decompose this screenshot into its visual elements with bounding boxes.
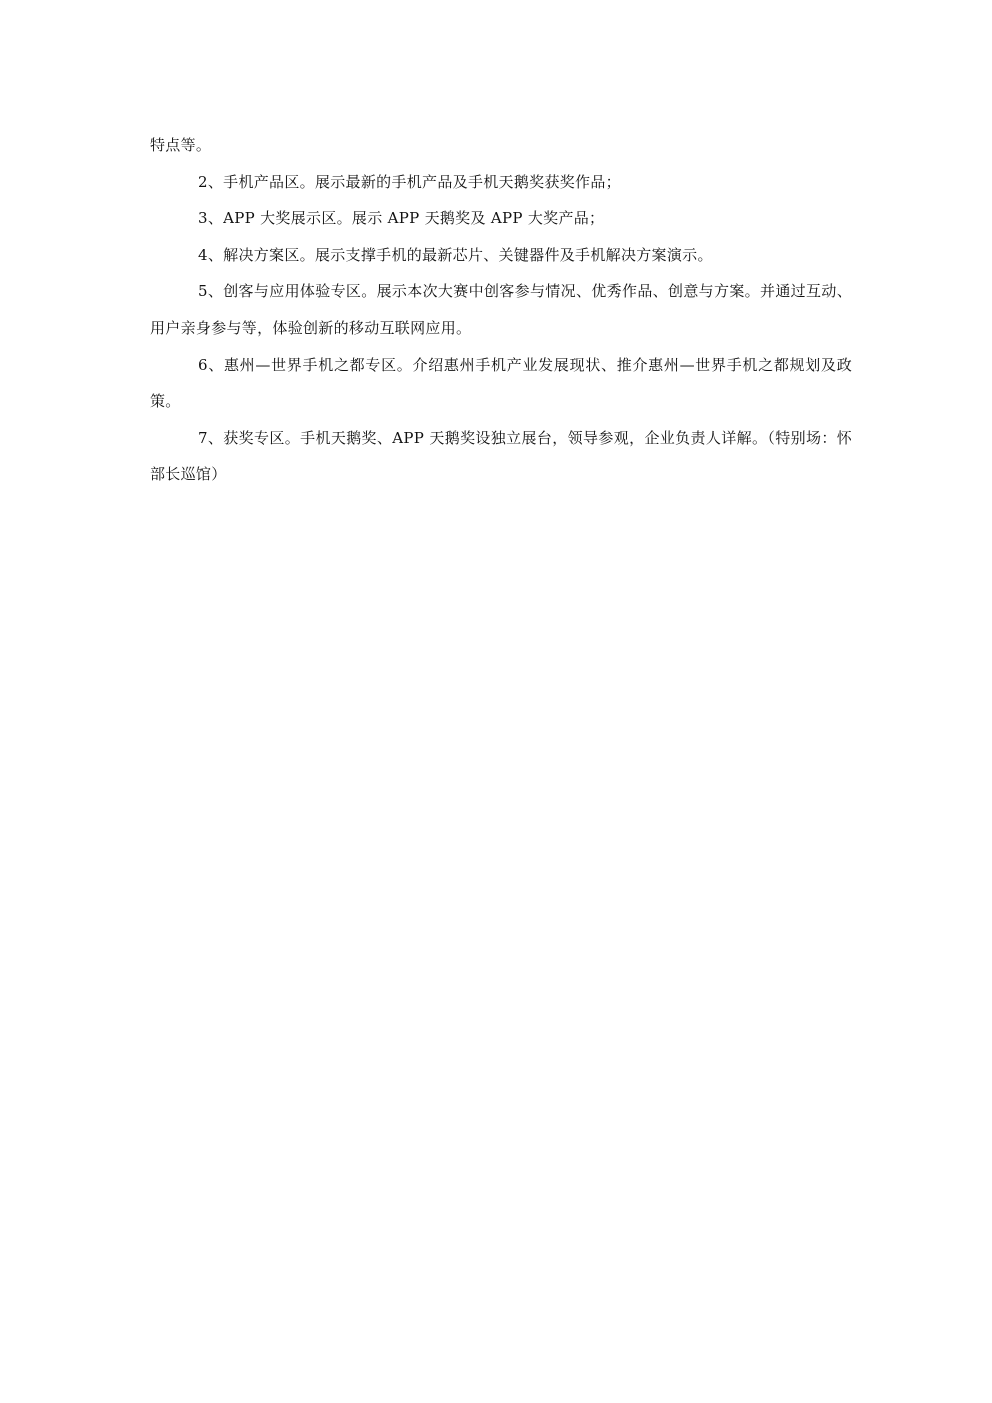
document-body xyxy=(150,127,852,493)
paragraph-item-4: 4、解决方案区。展示支撑手机的最新芯片、关键器件及手机解决方案演示。 xyxy=(198,245,713,264)
paragraph-item-5: 5、创客与应用体验专区。展示本次大赛中创客参与情况、优秀作品、创意与方案。并通过互动、用户亲身参与等，体验创新的移动互联网应用。 xyxy=(150,282,852,337)
paragraph-item-6: 6、惠州—世界手机之都专区。介绍惠州手机产业发展现状、推介惠州—世界手机之都规划及政策。 xyxy=(150,355,852,411)
paragraph-item-3: 3、APP 大奖展示区。展示 APP 天鹅奖及 APP 大奖产品； xyxy=(198,209,605,228)
paragraph-item-2: 2、手机产品区。展示最新的手机产品及手机天鹅奖获奖作品； xyxy=(198,172,621,191)
paragraph-continuation: 特点等。 xyxy=(150,136,212,154)
paragraph-item-7: 7、获奖专区。手机天鹅奖、APP 天鹅奖设独立展台，领导参观，企业负责人详解。（特别场：怀部长巡馆） xyxy=(150,428,852,484)
